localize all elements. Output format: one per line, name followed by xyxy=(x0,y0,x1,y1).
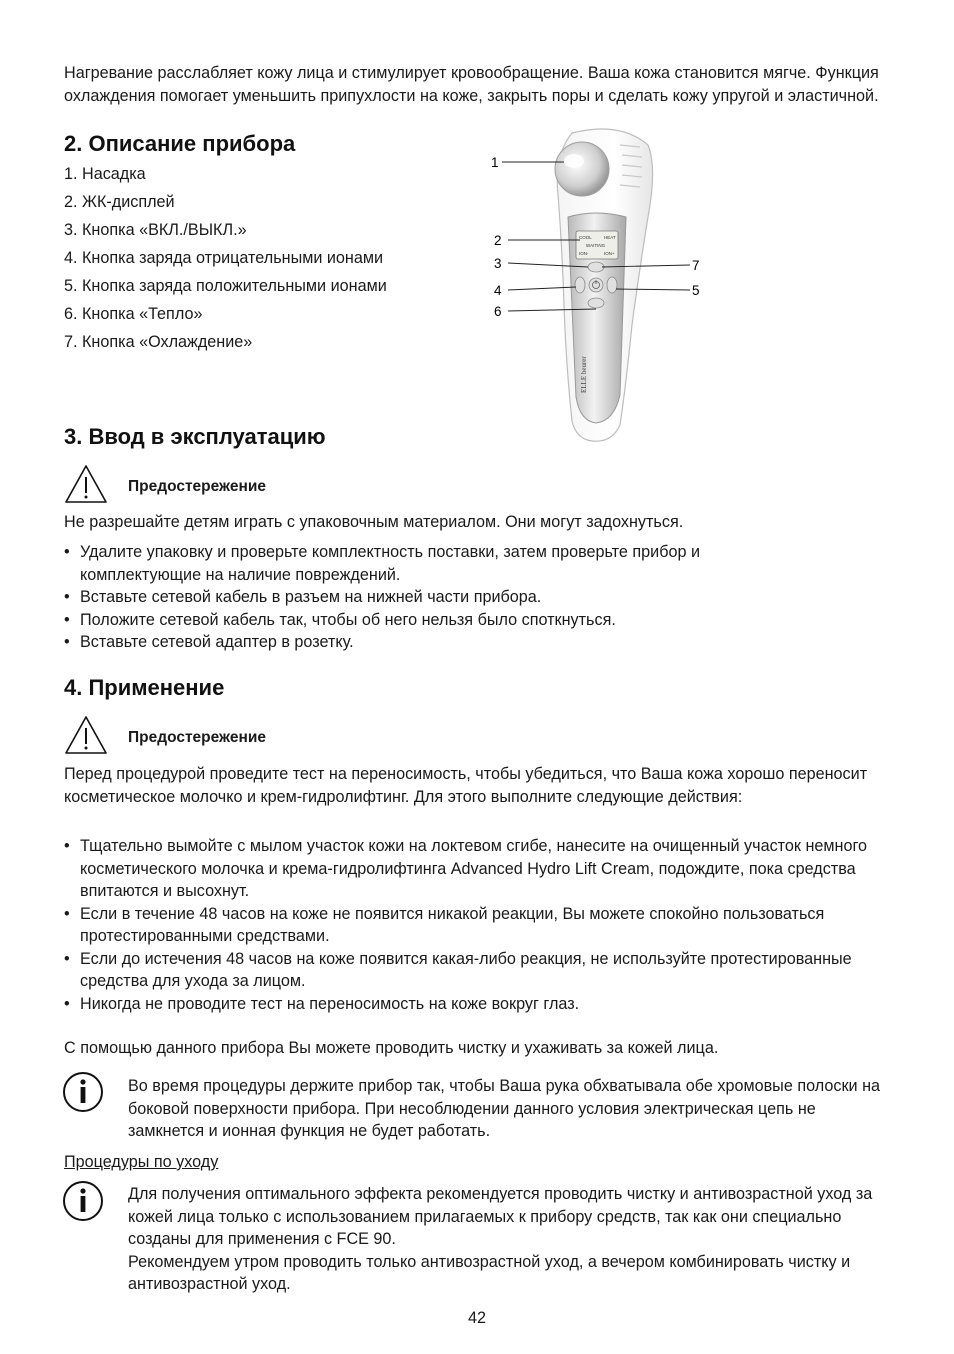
figure-label: 4 xyxy=(494,283,502,298)
list-item: • Вставьте сетевой кабель в разъем на нижней части прибора. xyxy=(64,586,764,609)
ion-minus-button[interactable] xyxy=(575,277,585,293)
brand-logo: ELLE beurer xyxy=(580,356,588,393)
info-icon xyxy=(62,1071,104,1113)
list-item: 4. Кнопка заряда отрицательными ионами xyxy=(64,249,384,267)
list-item: 7. Кнопка «Охлаждение» xyxy=(64,333,253,351)
lcd-ion-minus: ION- xyxy=(579,251,589,256)
list-item: • Положите сетевой кабель так, чтобы об него нельзя было споткнуться. xyxy=(64,609,764,632)
list-item: • Если до истечения 48 часов на коже появится какая-либо реакция, не используйте протестированные средства для ухода за лицом. xyxy=(64,948,894,993)
list-item: 3. Кнопка «ВКЛ./ВЫКЛ.» xyxy=(64,221,247,239)
warning-icon xyxy=(64,715,108,755)
list-item: • Вставьте сетевой адаптер в розетку. xyxy=(64,631,764,654)
warning-text: Перед процедурой проведите тест на переносимость, чтобы убедиться, что Ваша кожа хорошо переносит косметическое молочко и крем-гидролифтинг. Для этого выполните следующие действия: xyxy=(64,765,868,806)
test-bullet-list xyxy=(64,835,894,1015)
list-item: 5. Кнопка заряда положительными ионами xyxy=(64,277,387,295)
care-procedures-subheading: Процедуры по уходу xyxy=(64,1153,219,1171)
list-item: • Тщательно вымойте с мылом участок кожи на локтевом сгибе, нанесите на очищенный участок немного косметического молочка и крема-гидролифтинга Advanced Hydro Lift Cream, подождите, пока средства впитаются и высохнут. xyxy=(64,835,894,903)
cool-button[interactable] xyxy=(588,262,604,272)
warning-label: Предостережение xyxy=(128,729,266,746)
usage-paragraph: С помощью данного прибора Вы можете проводить чистку и ухаживать за кожей лица. xyxy=(64,1039,719,1057)
device-head xyxy=(555,142,609,196)
care-recommendation: Для получения оптимального эффекта рекомендуется проводить чистку и антивозрастной уход за кожей лица только с использованием прилагаемых к прибору средств, так как они специально созданы для применения с FCE 90. xyxy=(128,1185,873,1248)
heat-button[interactable] xyxy=(588,298,604,308)
lcd-ion-plus: ION+ xyxy=(604,251,615,256)
list-item: 6. Кнопка «Тепло» xyxy=(64,305,203,323)
list-item: 2. ЖК-дисплей xyxy=(64,193,175,211)
ion-plus-button[interactable] xyxy=(607,277,617,293)
figure-label: 2 xyxy=(494,233,502,248)
device-figure xyxy=(480,125,720,445)
page-number: 42 xyxy=(467,1309,486,1327)
list-item: • Никогда не проводите тест на переносимость на коже вокруг глаз. xyxy=(64,993,894,1016)
section-3-heading: 3. Ввод в эксплуатацию xyxy=(64,424,326,449)
figure-label: 5 xyxy=(692,283,700,298)
intro-paragraph: Нагревание расслабляет кожу лица и стимулирует кровообращение. Ваша кожа становится мягче. Функция охлаждения помогает уменьшить припухлости на коже, закрыть поры и сделать кожу упругой и эластичной. xyxy=(64,64,879,105)
figure-label: 7 xyxy=(692,258,700,273)
figure-label: 6 xyxy=(494,304,502,319)
section-4-heading: 4. Применение xyxy=(64,675,225,700)
info-note-grip: Во время процедуры держите прибор так, чтобы Ваша рука обхватывала обе хромовые полоски на боковой поверхности прибора. При несоблюдении данного условия электрическая цепь не замкнется и ионная функция не будет работать. xyxy=(128,1077,881,1140)
warning-text: Не разрешайте детям играть с упаковочным материалом. Они могут задохнуться. xyxy=(64,513,684,531)
device-parts-list xyxy=(64,160,464,356)
figure-label: 1 xyxy=(491,155,499,170)
info-icon xyxy=(62,1180,104,1222)
care-schedule: Рекомендуем утром проводить только антивозрастной уход, а вечером комбинировать чистку и антивозрастной уход. xyxy=(128,1252,851,1293)
warning-label: Предостережение xyxy=(128,478,266,495)
list-item: 1. Насадка xyxy=(64,165,146,183)
figure-label: 3 xyxy=(494,256,502,271)
info-note-care xyxy=(128,1183,888,1296)
lcd-cool: COOL xyxy=(579,235,592,240)
lcd-heat: HEAT xyxy=(604,235,616,240)
lcd-waiting: WAITING xyxy=(586,243,606,248)
section-2-heading: 2. Описание прибора xyxy=(64,131,296,156)
list-item: • Удалите упаковку и проверьте комплектность поставки, затем проверьте прибор и комплектующие на наличие повреждений. xyxy=(64,541,764,586)
list-item: • Если в течение 48 часов на коже не появится никакой реакции, Вы можете спокойно пользоваться протестированными средствами. xyxy=(64,903,894,948)
warning-icon xyxy=(64,464,108,504)
setup-bullet-list xyxy=(64,541,764,654)
